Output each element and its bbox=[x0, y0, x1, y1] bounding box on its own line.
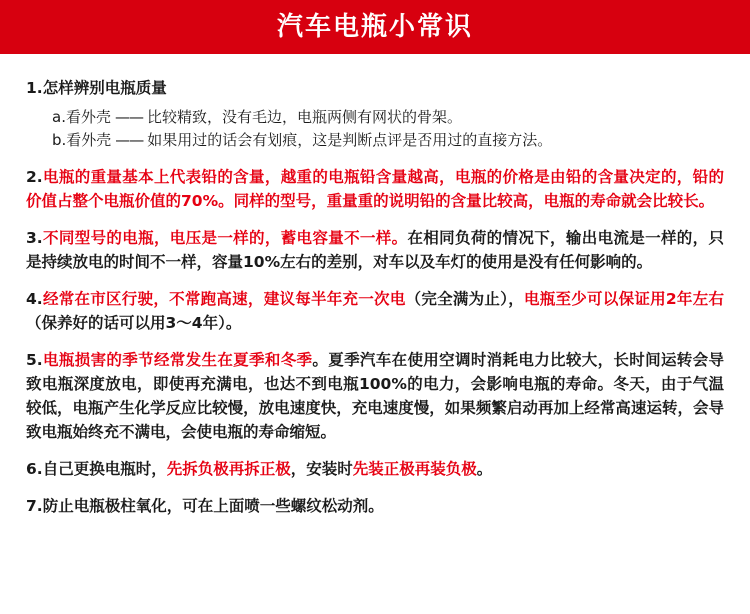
item-4-segment-3: 电瓶至少可以保证用2年左右 bbox=[523, 290, 724, 309]
item-6-segment-4: 先装正极再装负极 bbox=[352, 460, 477, 479]
item-number-7: 7. bbox=[26, 497, 43, 516]
sub-item-text-b: 如果用过的话会有划痕，这是判断点评是否用过的直接方法。 bbox=[147, 130, 553, 149]
dash-separator-b: —— bbox=[115, 130, 144, 149]
article-content bbox=[0, 54, 750, 518]
item-2-segment-1: 电瓶的重量基本上代表铅的含量，越重的电瓶铅含量越高，电瓶的价格是由铅的含量决定的，铅的价值占整个电瓶价值的70%。同样的型号，重量重的说明铅的含量比较高，电瓶的寿命就会比较长。 bbox=[26, 168, 724, 211]
item-1-sublist bbox=[26, 106, 724, 151]
item-6-segment-1: 自己更换电瓶时， bbox=[42, 460, 167, 479]
article-item-3 bbox=[26, 226, 724, 274]
item-4-segment-1: 经常在市区行驶，不常跑高速，建议每半年充一次电 bbox=[42, 290, 406, 309]
article-item-4 bbox=[26, 287, 724, 335]
page-title: 汽车电瓶小常识 bbox=[276, 12, 473, 42]
article-item-7 bbox=[26, 494, 724, 518]
item-5-segment-2: 。夏季汽车在使用空调时消耗电力比较大，长时间运转会导致电瓶深度放电，即使再充满电，也达不到电瓶100%的电力，会影响电瓶的寿命。冬天，由于气温较低，电瓶产生化学反应比较慢，放电速度快，充电速度慢，如果频繁启动再加上经常高速运转，会导致电瓶始终充不满电，会使电瓶的寿命缩短。 bbox=[26, 351, 724, 442]
item-6-segment-2: 先拆负极再拆正极 bbox=[166, 460, 291, 479]
list-item bbox=[26, 129, 724, 152]
sub-item-label-b: b.看外壳 bbox=[52, 130, 112, 149]
item-6-segment-5: 。 bbox=[476, 460, 493, 479]
article-item-2 bbox=[26, 165, 724, 213]
item-number-3: 3. bbox=[26, 229, 43, 248]
article-item-6 bbox=[26, 457, 724, 481]
item-3-segment-2: 在相同负荷的情况下，输出电流是一样的，只是持续放电的时间不一样，容量10%左右的差别，对车以及车灯的使用是没有任何影响的。 bbox=[26, 229, 724, 272]
article-item-5 bbox=[26, 348, 724, 444]
item-number-5: 5. bbox=[26, 351, 43, 370]
sub-item-text-a: 比较精致，没有毛边，电瓶两侧有网状的骨架。 bbox=[146, 108, 462, 127]
item-number-6: 6. bbox=[26, 460, 43, 479]
item-title-1: 怎样辨别电瓶质量 bbox=[42, 79, 167, 97]
article-item-1 bbox=[26, 76, 724, 100]
item-4-segment-4: （保养好的话可以用3～4年）。 bbox=[26, 314, 242, 333]
sub-item-label-a: a.看外壳 bbox=[52, 108, 111, 127]
list-item bbox=[26, 106, 724, 129]
item-number-1: 1. bbox=[26, 79, 43, 97]
item-7-segment-1: 防止电瓶极柱氧化，可在上面喷一些螺纹松动剂。 bbox=[42, 497, 384, 516]
item-number-4: 4. bbox=[26, 290, 43, 309]
item-number-2: 2. bbox=[26, 168, 43, 187]
header-banner bbox=[0, 0, 750, 54]
item-5-segment-1: 电瓶损害的季节经常发生在夏季和冬季 bbox=[42, 351, 313, 370]
item-3-segment-1: 不同型号的电瓶，电压是一样的，蓄电容量不一样。 bbox=[42, 229, 408, 248]
item-4-segment-2: （完全满为止）， bbox=[405, 290, 524, 309]
dash-separator-a: —— bbox=[114, 108, 143, 127]
item-6-segment-3: ，安装时 bbox=[290, 460, 353, 479]
